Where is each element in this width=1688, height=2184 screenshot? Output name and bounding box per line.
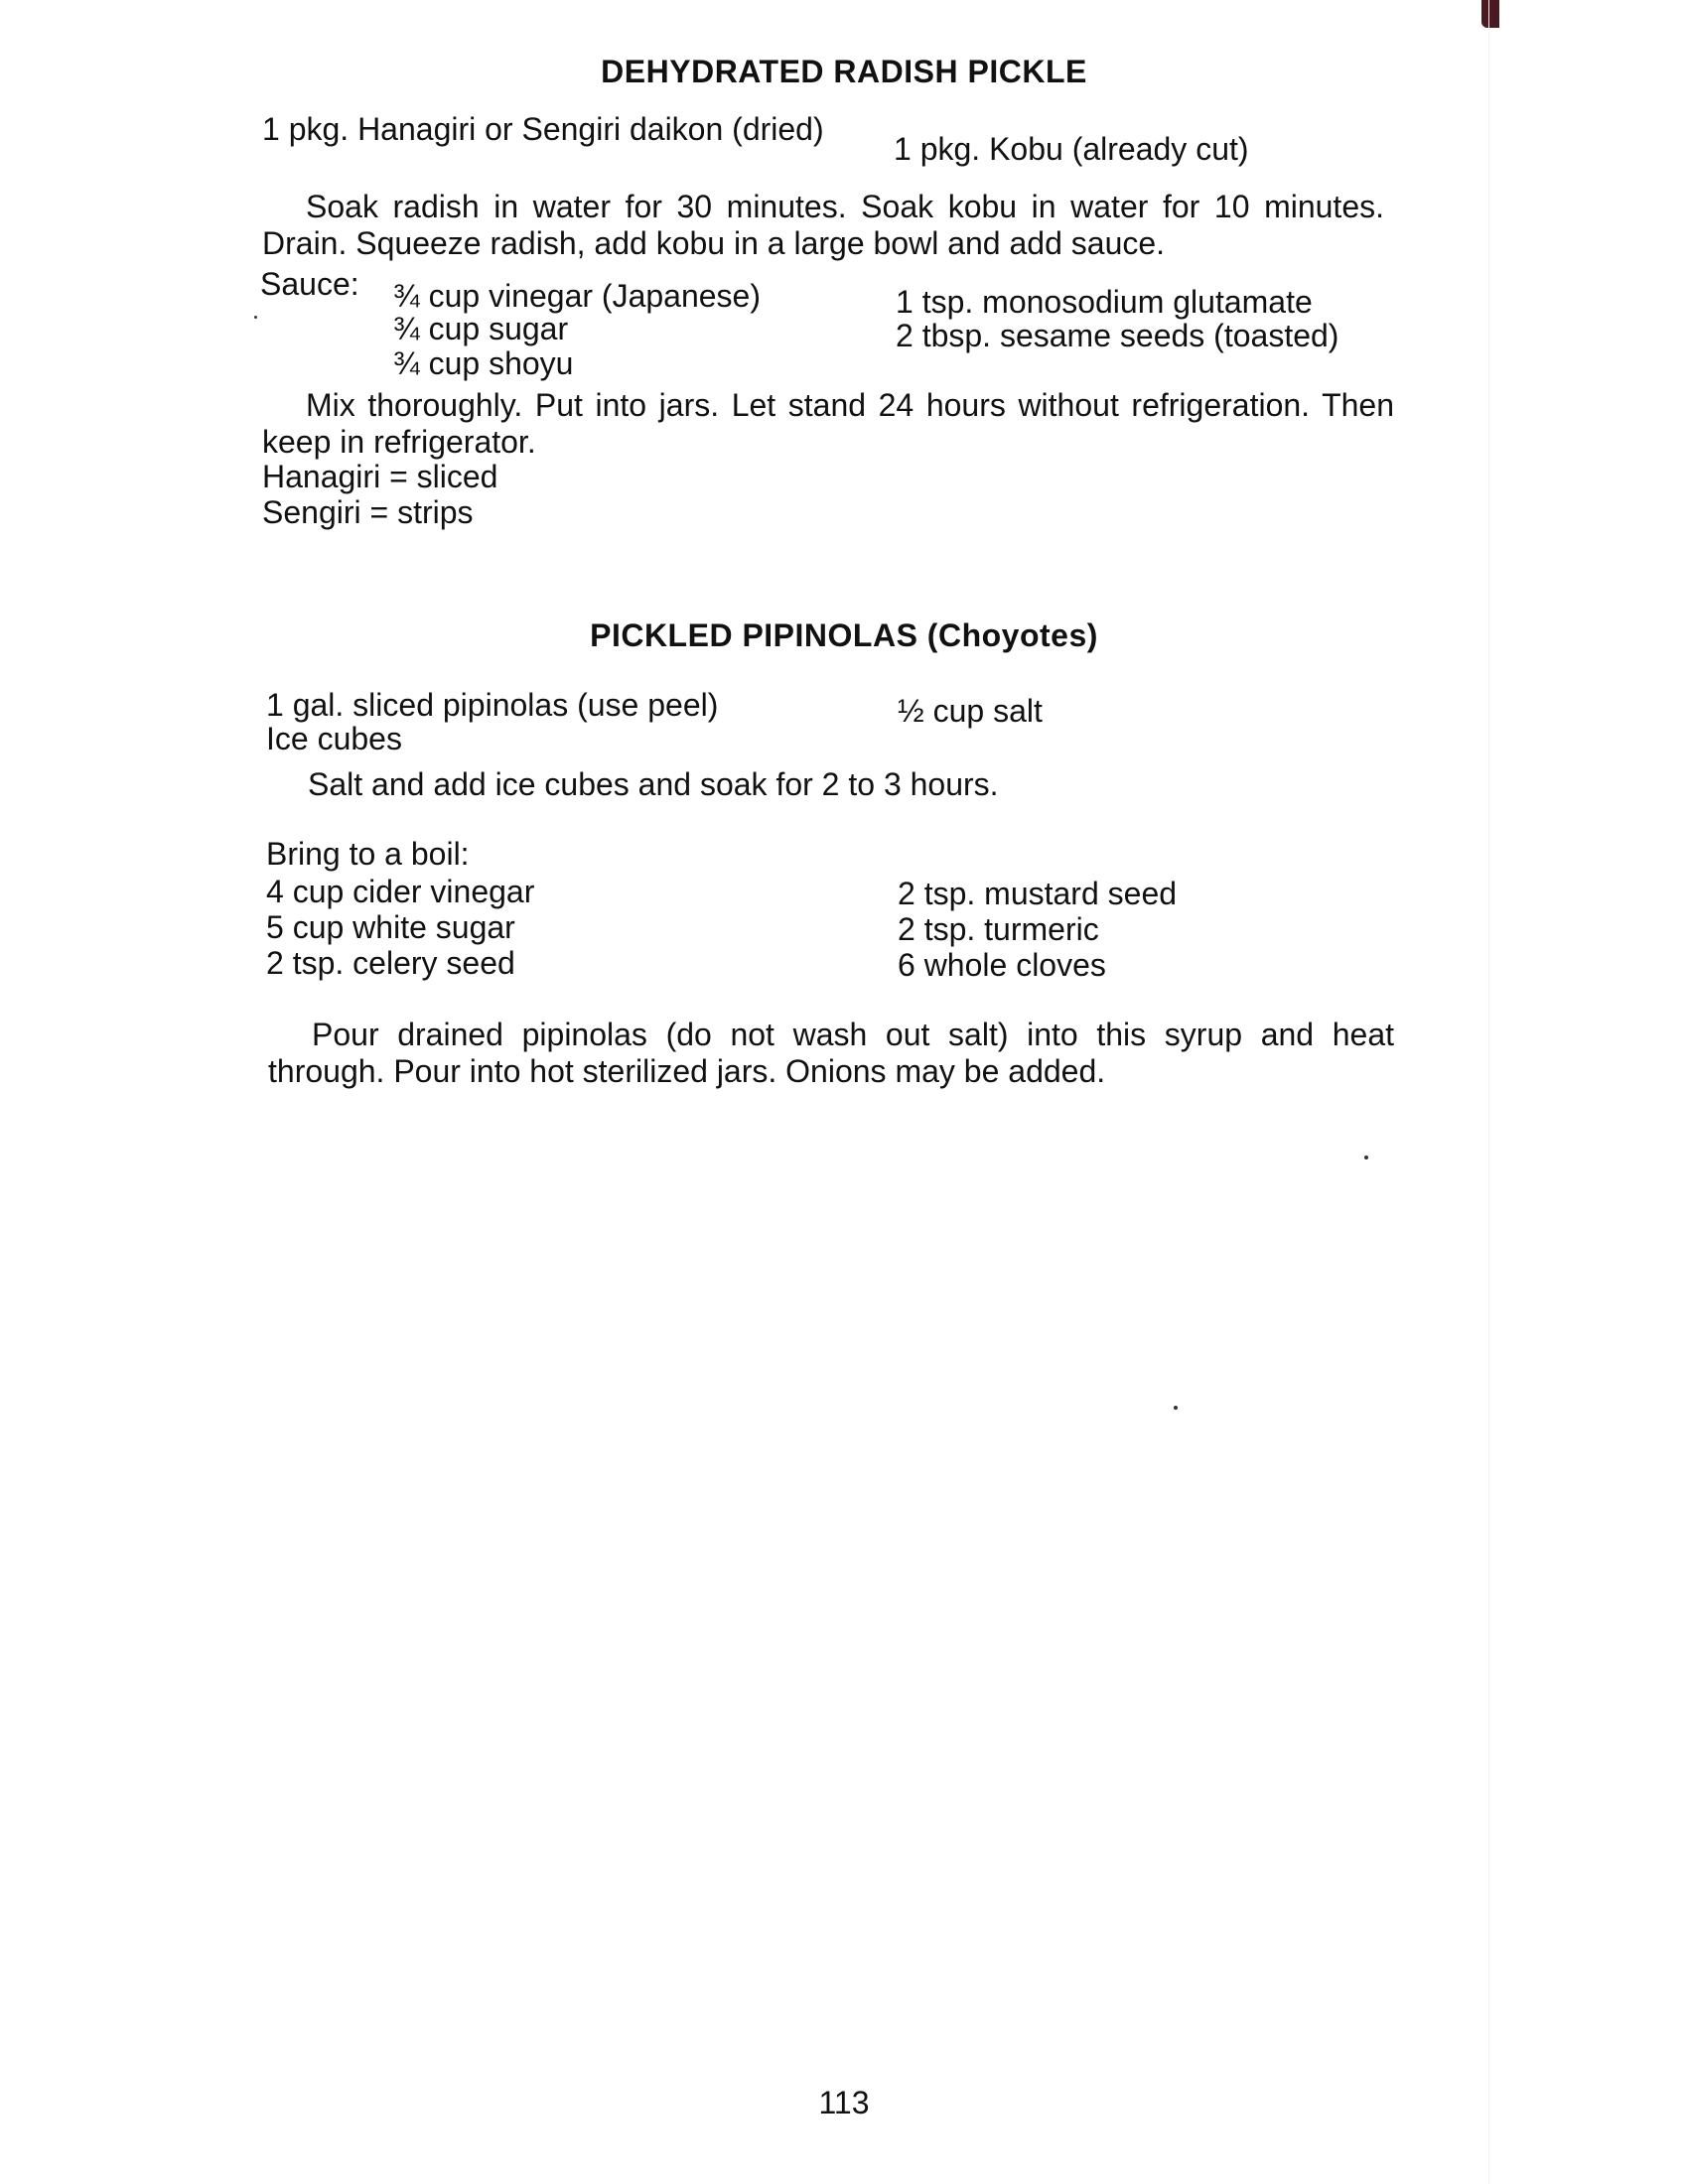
recipe2-step2: Pour drained pipinolas (do not wash out salt) into this syrup and heat through. Pour into hot sterilized jars. Onions may be added. (268, 1017, 1394, 1089)
recipe2-boil-right-1: 2 tsp. mustard seed (898, 876, 1178, 911)
recipe2-ingredient-left-2: Ice cubes (266, 721, 402, 756)
recipe1-sauce-left-3: ¾ cup shoyu (393, 345, 574, 381)
recipe1-sauce-left-1: ¾ cup vinegar (Japanese) (393, 278, 761, 314)
recipe1-note-2: Sengiri = strips (262, 494, 474, 530)
recipe2-boil-label: Bring to a boil: (266, 836, 470, 872)
recipe1-sauce-left-2: ¾ cup sugar (393, 311, 569, 346)
recipe2-ingredient-right: ½ cup salt (898, 693, 1043, 729)
scan-speck (1174, 1406, 1178, 1410)
recipe1-note-1: Hanagiri = sliced (262, 459, 498, 494)
recipe2-boil-left-1: 4 cup cider vinegar (266, 874, 535, 909)
page-number: 113 (818, 2085, 870, 2120)
recipe2-boil-right-2: 2 tsp. turmeric (898, 911, 1099, 947)
recipe1-sauce-right-2: 2 tbsp. sesame seeds (toasted) (896, 318, 1339, 353)
recipe2-step1: Salt and add ice cubes and soak for 2 to 3 hours. (308, 766, 999, 802)
recipe1-step2: Mix thoroughly. Put into jars. Let stand 24 hours without refrigeration. Then keep in refrigerator. (262, 387, 1394, 460)
recipe2-boil-left-2: 5 cup white sugar (266, 909, 515, 945)
recipe2-ingredient-left-1: 1 gal. sliced pipinolas (use peel) (266, 687, 719, 723)
scan-speck (254, 316, 257, 319)
scan-speck (1364, 1156, 1368, 1160)
recipe2-title: PICKLED PIPINOLAS (Choyotes) (590, 617, 1098, 653)
recipe1-sauce-label: Sauce: (260, 266, 359, 302)
recipe1-sauce-right-1: 1 tsp. monosodium glutamate (896, 284, 1313, 320)
recipe1-step1: Soak radish in water for 30 minutes. Soak kobu in water for 10 minutes. Drain. Squeeze radish, add kobu in a large bowl and add sauce. (262, 189, 1384, 261)
recipe2-boil-right-3: 6 whole cloves (898, 947, 1106, 983)
recipe1-title: DEHYDRATED RADISH PICKLE (601, 54, 1087, 89)
recipe1-ingredient-right: 1 pkg. Kobu (already cut) (894, 131, 1249, 167)
recipe2-boil-left-3: 2 tsp. celery seed (266, 945, 515, 981)
recipe1-ingredient-left: 1 pkg. Hanagiri or Sengiri daikon (dried) (262, 111, 824, 147)
